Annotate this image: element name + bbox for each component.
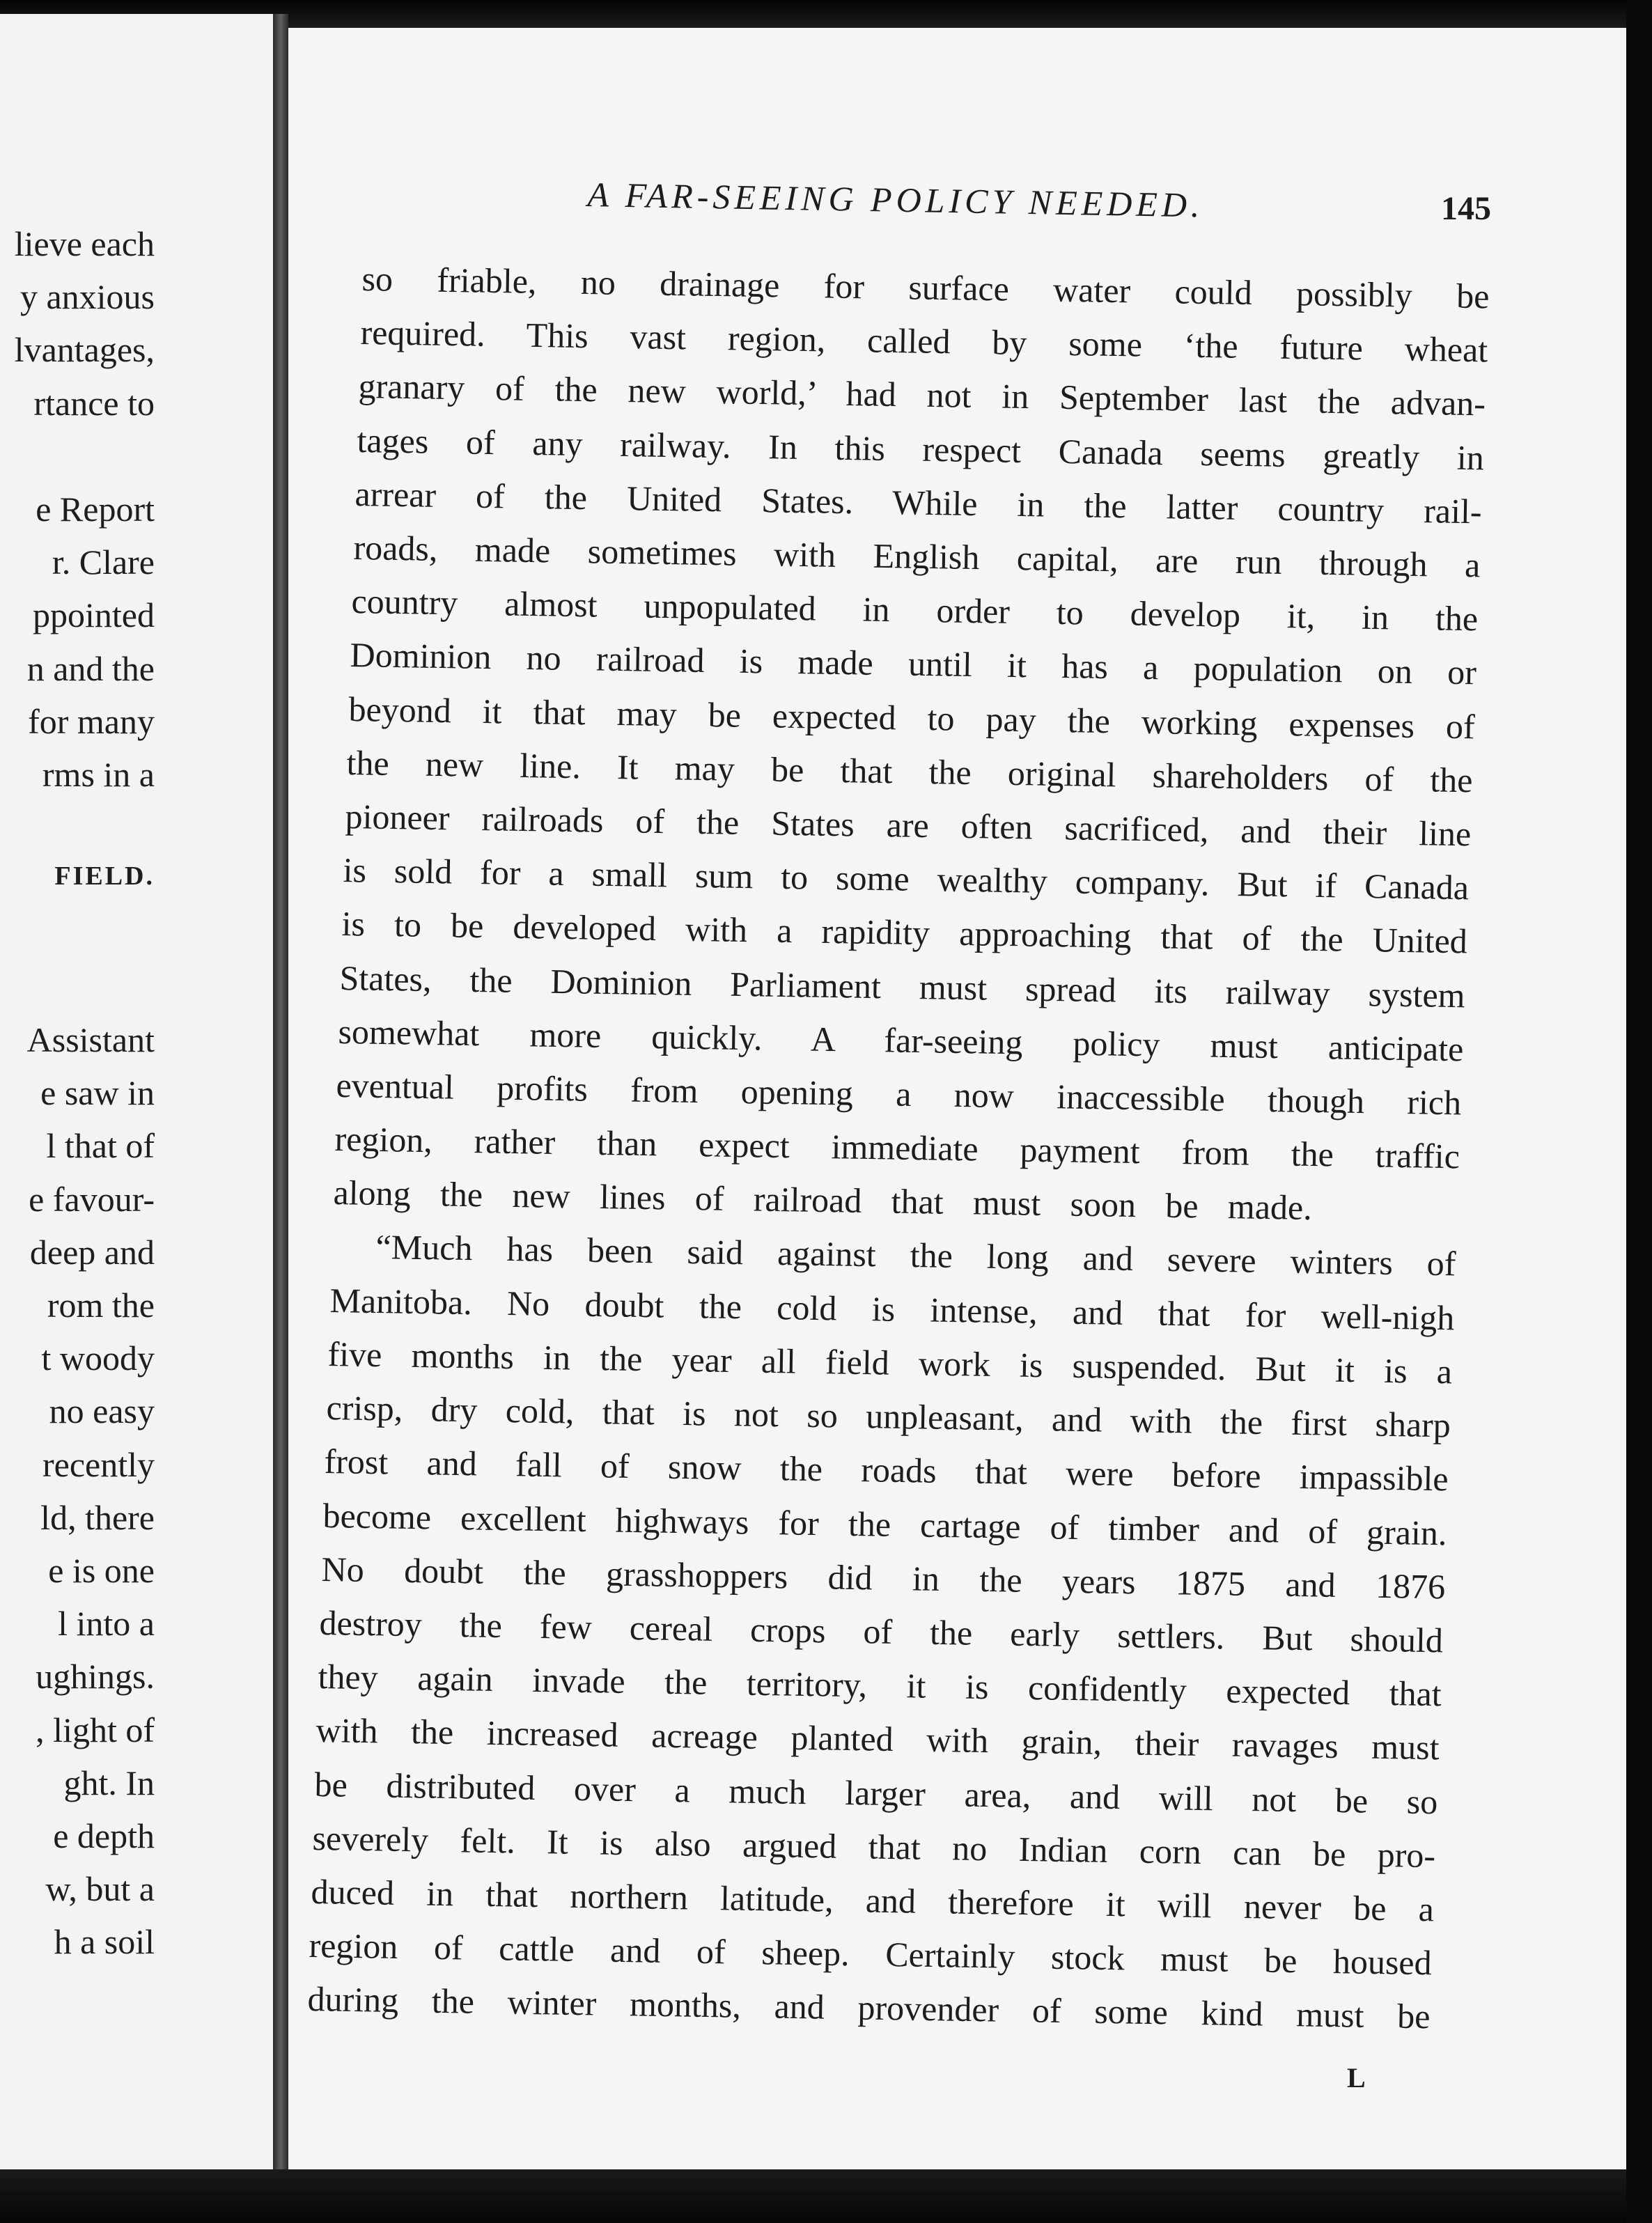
left-page-line: rms in a — [42, 755, 155, 794]
body-line: is to be developed with a rapidity approaching that of the United — [341, 904, 1467, 961]
left-page-line: ght. In — [63, 1763, 155, 1802]
left-page-line: Assistant — [26, 1020, 155, 1059]
left-page-line: , light of — [36, 1710, 155, 1749]
body-line: roads, made sometimes with English capital, are run through a — [352, 528, 1481, 585]
body-line: somewhat more quickly. A far-seeing policy must anticipate — [338, 1011, 1464, 1069]
left-page-line: n and the — [26, 648, 155, 688]
body-line: crisp, dry cold, that is not so unpleasant, and with the first sharp — [325, 1388, 1451, 1445]
body-line: States, the Dominion Parliament must spread its railway system — [339, 958, 1466, 1015]
left-page-line: lvantages, — [14, 330, 155, 370]
body-line: the new line. It may be that the original shareholders of the — [346, 742, 1473, 800]
signature-mark: L — [1347, 2062, 1366, 2093]
body-line: Dominion no railroad is made until it has a population on or — [350, 635, 1477, 692]
body-line: is sold for a small sum to some wealthy company. But if Canada — [343, 850, 1470, 907]
body-line: along the new lines of railroad that must soon be made. — [332, 1173, 1312, 1228]
body-line: required. This vast region, called by some ‘the future wheat — [359, 313, 1488, 370]
scan-border-right — [1626, 0, 1652, 2223]
left-page-line: w, but a — [45, 1869, 155, 1909]
body-line: region, rather than expect immediate payment from the traffic — [334, 1119, 1460, 1176]
page-number: 145 — [1441, 190, 1491, 227]
running-head: A FAR-SEEING POLICY NEEDED. — [587, 174, 1204, 225]
body-line: Manitoba. No doubt the cold is intense, and that for well-nigh — [329, 1280, 1455, 1338]
body-line: country almost unpopulated in order to develop it, in the — [351, 582, 1479, 639]
left-page-line: y anxious — [20, 277, 155, 317]
body-line: eventual profits from opening a now inaccessible though rich — [336, 1066, 1463, 1123]
body-line: pioneer railroads of the States are often sacrificed, and their line — [344, 797, 1472, 854]
left-page-line: ughings. — [36, 1657, 155, 1696]
body-line: frost and fall of snow the roads that were before impassible — [324, 1442, 1449, 1499]
left-page-line: deep and — [29, 1232, 155, 1272]
body-line: region of cattle and of sheep. Certainly stock must be housed — [309, 1926, 1433, 1983]
body-line: tages of any railway. In this respect Canada seems greatly in — [356, 420, 1484, 478]
body-line: arrear of the United States. While in the latter country rail- — [354, 474, 1483, 531]
body-line: beyond it that may be expected to pay the working expenses of — [348, 689, 1475, 746]
body-line: with the increased acreage planted with grain, their ravages must — [315, 1710, 1440, 1768]
left-page-line: no easy — [49, 1391, 155, 1431]
body-line: granary of the new world,’ had not in September last the advan- — [358, 366, 1486, 423]
left-page-line: l that of — [46, 1126, 155, 1166]
left-page-fragment — [0, 14, 273, 2169]
body-line: during the winter months, and provender of some kind must be — [307, 1979, 1431, 2036]
body-line: duced in that northern latitude, and therefore it will never be a — [311, 1872, 1435, 1929]
left-page-line: e Report — [36, 490, 155, 529]
body-line: No doubt the grasshoppers did in the years 1875 and 1876 — [320, 1549, 1446, 1607]
left-page-line: r. Clare — [52, 543, 155, 582]
left-page-line: FIELD. — [54, 861, 155, 891]
left-page-line: h a soil — [54, 1922, 155, 1962]
body-line: be distributed over a much larger area, and will not be so — [313, 1764, 1438, 1821]
body-line: become excellent highways for the cartage of timber and of grain. — [322, 1495, 1447, 1552]
left-page-line: e is one — [48, 1551, 155, 1590]
left-page-line: recently — [42, 1444, 155, 1484]
left-page-line: rom the — [47, 1286, 155, 1325]
left-page-line: ld, there — [40, 1497, 155, 1537]
body-line: so friable, no drainage for surface water could possibly be — [361, 259, 1490, 316]
left-page-line: e depth — [53, 1816, 155, 1855]
scan-border-bottom — [0, 2169, 1652, 2223]
left-page-line: ppointed — [33, 595, 155, 635]
left-page-line: e favour- — [29, 1179, 155, 1219]
body-line: “Much has been said against the long and severe winters of — [375, 1226, 1457, 1283]
body-line: five months in the year all field work is suspended. But it is a — [327, 1334, 1453, 1391]
left-page-line: for many — [28, 701, 155, 741]
body-line: severely felt. It is also argued that no Indian corn can be pro- — [312, 1818, 1436, 1875]
left-page-line: e saw in — [40, 1073, 155, 1113]
book-gutter — [273, 14, 288, 2169]
body-line: they again invade the territory, it is confidently expected that — [317, 1657, 1442, 1714]
left-page-line: l into a — [58, 1604, 155, 1644]
body-line: destroy the few cereal crops of the early settlers. But should — [319, 1603, 1444, 1660]
left-page-line: t woody — [41, 1339, 155, 1378]
left-page-line: lieve each — [14, 224, 155, 263]
left-page-line: rtance to — [33, 383, 155, 423]
right-page — [288, 28, 1626, 2169]
